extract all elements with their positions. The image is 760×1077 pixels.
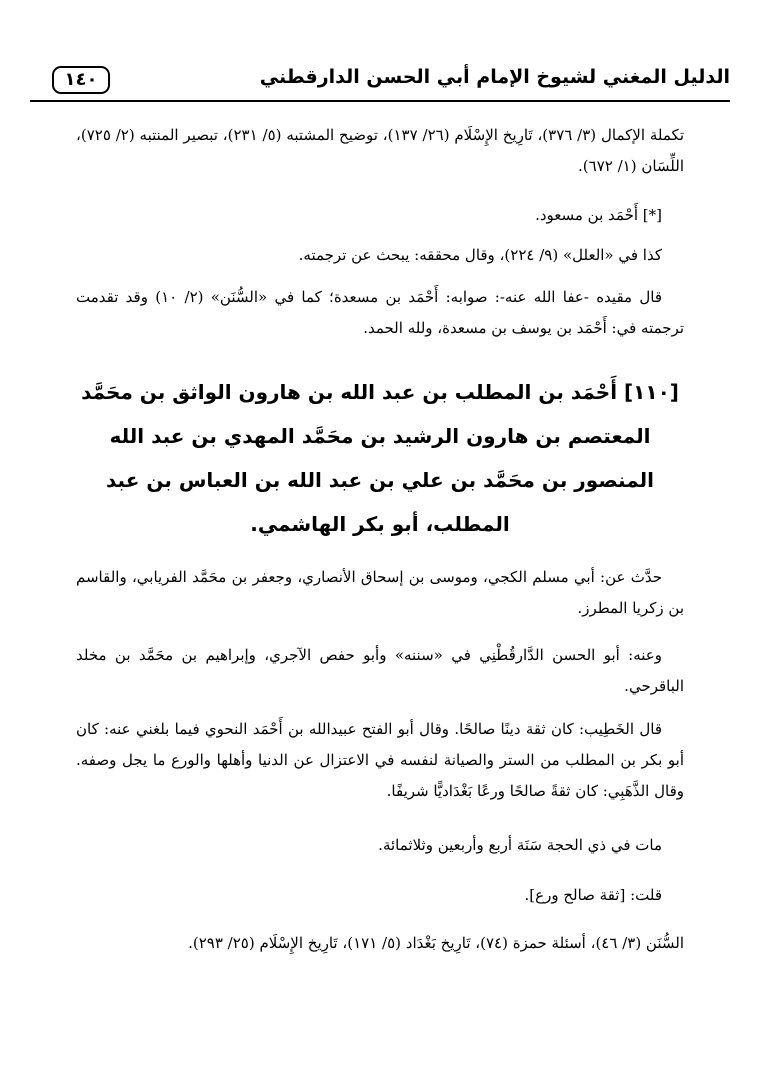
ilal-note: كذا في «العلل» (٩/ ٢٢٤)، وقال محققه: يبحث عن ترجمته. [298,246,662,264]
references-continuation: تكملة الإكمال (٣/ ٣٧٦)، تَارِيخ الإِسْلَام (٢٦/ ١٣٧)، توضيح المشتبه (٥/ ٢٣١)، تبصير المنتبه (٢/ ٧٢٥)، اللِّسَان (١/ ٦٧٢). [76,126,684,175]
teachers-paragraph: حدَّث عن: أبي مسلم الكجي، وموسى بن إسحاق الأنصاري، وجعفر بن محَمَّد الفريابي، والقاسم بن زكريا المطرز. [76,568,684,617]
sources-paragraph: السُّنَن (٣/ ٤٦)، أسئلة حمزة (٧٤)، تَارِيخ بَغْدَاد (٥/ ١٧١)، تَارِيخ الإِسْلَام (٢٥/ ٢٩٣). [188,934,684,952]
verdict-paragraph: قلت: [ثقة صالح ورع]. [524,886,662,904]
running-header [30,58,730,102]
praise-paragraph: قال الخَطِيب: كان ثقة دينًا صالحًا. وقال أبو الفتح عبيدالله بن أَحْمَد النحوي فيما بلغني عنه: كان أبو بكر بن المطلب من الستر والصيانة لنفسه في الاعتزال عن الدنيا وأهلها والورع ما يجل وصفه. وقال الذَّهَبِي: كان ثقةً صالحًا ورعًا بَغْدَاديًّا شريفًا. [76,720,684,800]
editor-note: قال مقيده -عفا الله عنه-: صوابه: أَحْمَد بن مسعدة؛ كما في «السُّنَن» (٢/ ١٠) وقد تقدمت ترجمته في: أَحْمَد بن يوسف بن مسعدة، ولله الحمد. [76,288,684,337]
death-paragraph: مات في ذي الحجة سَنَة أربع وأربعين وثلاثمائة. [378,836,662,854]
students-paragraph: وعنه: أبو الحسن الدَّارقُطْنِي في «سننه» وأبو حفص الآجري، وإبراهيم بن محَمَّد بن مخلد الباقرحي. [76,646,684,695]
book-title: الدليل المغني لشيوخ الإمام أبي الحسن الدارقطني [259,66,730,88]
page-number: ١٤٠ [52,66,110,94]
star-entry: [*] أَحْمَد بن مسعود. [535,206,662,224]
entry-heading: [١١٠] أَحْمَد بن المطلب بن عبد الله بن هارون الواثق بن محَمَّد المعتصم بن هارون الرشيد بن محَمَّد المهدي بن عبد الله المنصور بن محَمَّد بن علي بن عبد الله بن العباس بن عبد المطلب، أبو بكر الهاشمي. [81,380,679,536]
